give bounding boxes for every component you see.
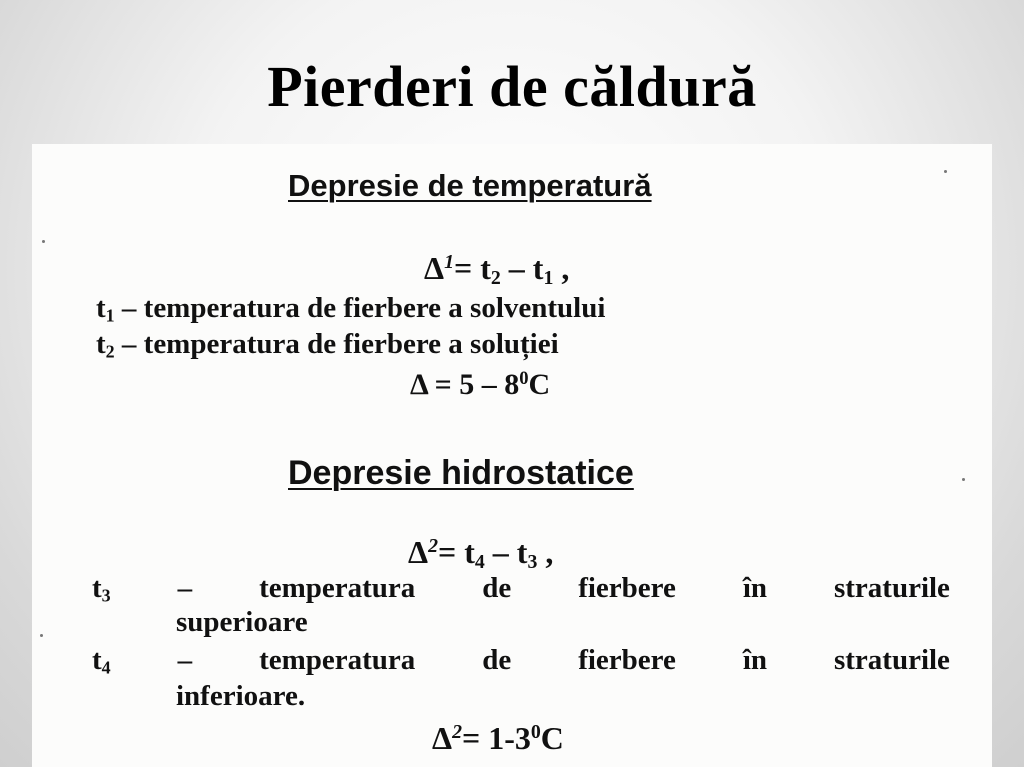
definition-word: în (742, 644, 768, 676)
scanned-page (32, 144, 992, 767)
slide-title: Pierderi de căldură (267, 54, 757, 119)
formula-delta1: $\Delta^1= t_2 - t_1$ , (424, 250, 570, 289)
definition-word: temperatura (259, 644, 416, 676)
definition-t2: $t_2$ – temperatura de fierbere a soluției (96, 328, 559, 362)
definition-t4-continuation: inferioare. (176, 680, 306, 712)
definition-word: – (177, 572, 193, 604)
section-heading-temperature: Depresie de temperatură (288, 168, 652, 203)
delta-value-2: $\Delta^2= 1-3^0C$ (432, 720, 564, 756)
definition-t4 (92, 646, 950, 676)
scan-speck (40, 634, 43, 637)
definition-word: de (482, 572, 512, 604)
definition-word: fierbere (578, 572, 676, 604)
scan-speck (962, 478, 965, 481)
definition-word: temperatura (259, 572, 416, 604)
definition-word: de (482, 644, 512, 676)
scan-speck (944, 170, 947, 173)
definition-t3 (92, 574, 950, 604)
definition-word: straturile (833, 644, 950, 676)
definition-symbol: $t_4$ (92, 644, 111, 678)
definition-t3-continuation: superioare (176, 606, 308, 638)
scan-speck (42, 240, 45, 243)
section-heading-hydrostatic: Depresie hidrostatice (288, 454, 634, 492)
formula-delta2: $\Delta^2= t_4 - t_3$ , (408, 534, 554, 573)
definition-word: fierbere (578, 644, 676, 676)
delta-value-1: $\Delta = 5 - 8^0C$ (410, 368, 551, 402)
definition-word: straturile (833, 572, 950, 604)
definition-word: – (177, 644, 193, 676)
definition-t1: $t_1$ – temperatura de fierbere a solventului (96, 292, 606, 326)
definition-word: în (742, 572, 768, 604)
definition-symbol: $t_3$ (92, 572, 111, 606)
